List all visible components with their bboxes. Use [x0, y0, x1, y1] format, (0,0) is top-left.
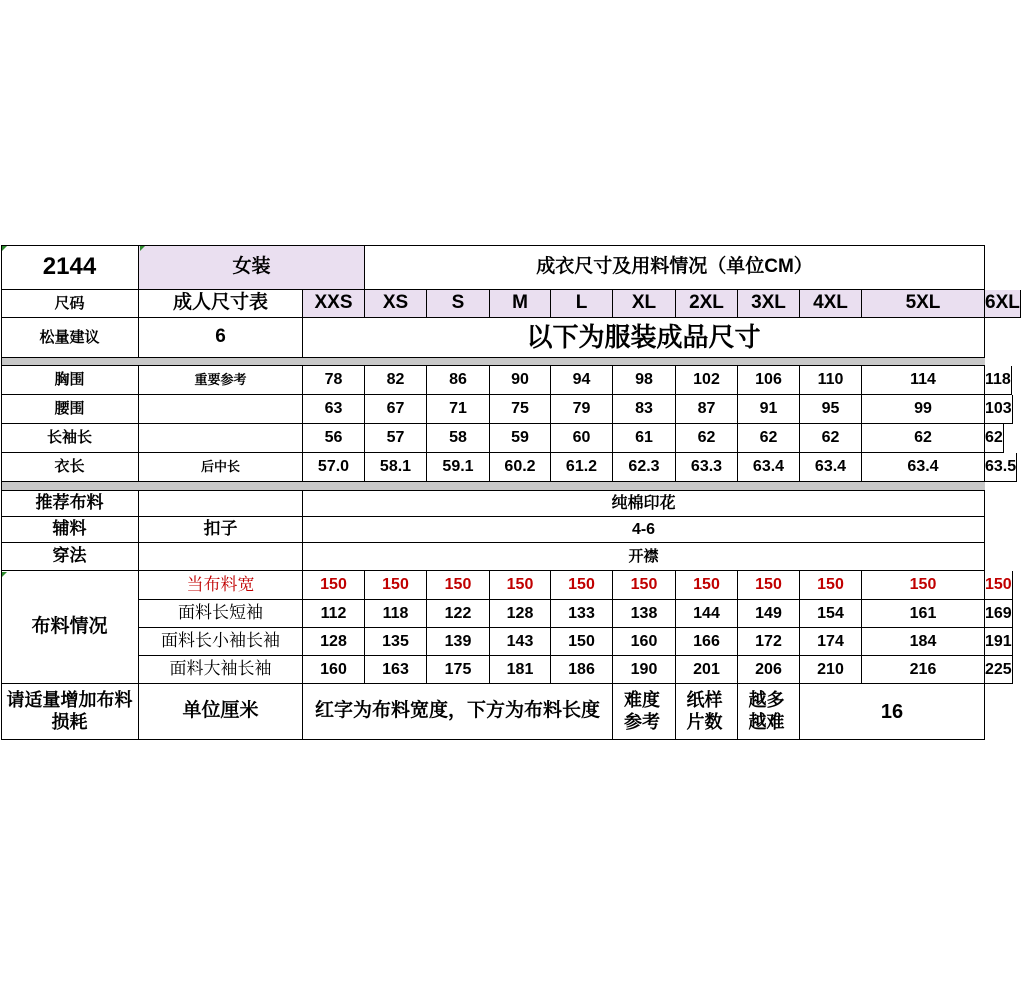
fabric-length-value: 118	[365, 600, 427, 628]
measurement-value: 63.5	[985, 453, 1017, 482]
fabric-length-value: 163	[365, 656, 427, 684]
size-header: 4XL	[800, 290, 862, 318]
ease-label: 松量建议	[1, 318, 139, 358]
size-row-label: 尺码	[1, 290, 139, 318]
measurement-value: 62.3	[613, 453, 676, 482]
fabric-length-value: 128	[490, 600, 551, 628]
measurement-value: 57	[365, 424, 427, 453]
measurement-value: 61.2	[551, 453, 613, 482]
fabric-length-value: 139	[427, 628, 490, 656]
fabric-length-value: 122	[427, 600, 490, 628]
loss-note: 请适量增加布料损耗	[1, 684, 139, 740]
fabric-length-value: 186	[551, 656, 613, 684]
measurement-value: 114	[862, 366, 985, 395]
fabric-length-value: 154	[800, 600, 862, 628]
size-header: M	[490, 290, 551, 318]
fabric-length-value: 133	[551, 600, 613, 628]
fabric-length-value: 206	[738, 656, 800, 684]
measurement-value: 90	[490, 366, 551, 395]
fabric-width-value: 150	[490, 571, 551, 600]
comment-indicator-icon	[2, 572, 7, 577]
measurement-value: 63.4	[738, 453, 800, 482]
fabric-usage-row-label: 当布料宽	[139, 571, 303, 600]
measurement-value: 62	[800, 424, 862, 453]
fabric-length-value: 150	[551, 628, 613, 656]
measurement-value: 62	[985, 424, 1004, 453]
fabric-width-value: 150	[551, 571, 613, 600]
measurement-value: 102	[676, 366, 738, 395]
recommended-fabric-label: 推荐布料	[1, 491, 139, 517]
fabric-length-value: 169	[985, 600, 1013, 628]
accessory-label: 辅料	[1, 517, 139, 543]
fabric-usage-row-label: 面料大袖长袖	[139, 656, 303, 684]
fabric-width-value: 150	[738, 571, 800, 600]
style-code: 2144	[1, 245, 139, 290]
measurement-value: 78	[303, 366, 365, 395]
measurement-value: 62	[738, 424, 800, 453]
fabric-length-value: 143	[490, 628, 551, 656]
measurement-value: 59.1	[427, 453, 490, 482]
fabric-length-value: 225	[985, 656, 1013, 684]
fabric-length-value: 160	[303, 656, 365, 684]
size-header: 2XL	[676, 290, 738, 318]
fabric-length-value: 181	[490, 656, 551, 684]
fabric-length-value: 160	[613, 628, 676, 656]
pattern-pieces-label: 纸样片数	[676, 684, 738, 740]
measurement-value: 62	[862, 424, 985, 453]
fabric-length-value: 174	[800, 628, 862, 656]
measurement-value: 91	[738, 395, 800, 424]
category-label: 女装	[139, 245, 365, 290]
measurement-value: 79	[551, 395, 613, 424]
measurement-value: 56	[303, 424, 365, 453]
measurement-value: 82	[365, 366, 427, 395]
fabric-length-value: 166	[676, 628, 738, 656]
size-chart-sheet	[1, 245, 1020, 740]
fabric-length-value: 184	[862, 628, 985, 656]
size-header: XS	[365, 290, 427, 318]
sheet-title: 成衣尺寸及用料情况（单位CM）	[365, 245, 985, 290]
fabric-length-value: 138	[613, 600, 676, 628]
size-header: S	[427, 290, 490, 318]
measurement-value: 106	[738, 366, 800, 395]
measurement-value: 67	[365, 395, 427, 424]
size-header: 6XL	[985, 290, 1021, 318]
size-header: XL	[613, 290, 676, 318]
measurement-value: 95	[800, 395, 862, 424]
row-separator	[1, 482, 985, 490]
difficulty-label: 难度参考	[613, 684, 676, 740]
fabric-usage-row-label: 面料长小袖长袖	[139, 628, 303, 656]
measurement-value: 58.1	[365, 453, 427, 482]
fabric-explain: 红字为布料宽度，下方为布料长度	[303, 684, 613, 740]
measurement-value: 110	[800, 366, 862, 395]
fabric-width-value: 150	[365, 571, 427, 600]
empty-cell	[139, 491, 303, 517]
fabric-length-value: 161	[862, 600, 985, 628]
measurement-value: 63	[303, 395, 365, 424]
measurement-value: 118	[985, 366, 1012, 395]
recommended-fabric-value: 纯棉印花	[303, 491, 985, 517]
fabric-width-value: 150	[303, 571, 365, 600]
fabric-length-value: 128	[303, 628, 365, 656]
measurement-value: 103	[985, 395, 1013, 424]
fabric-width-value: 150	[676, 571, 738, 600]
fabric-length-value: 112	[303, 600, 365, 628]
size-header: L	[551, 290, 613, 318]
row-separator	[1, 358, 985, 365]
measurement-label: 长袖长	[1, 424, 139, 453]
fabric-length-value: 144	[676, 600, 738, 628]
measurement-value: 86	[427, 366, 490, 395]
fabric-length-value: 135	[365, 628, 427, 656]
accessory-value: 4-6	[303, 517, 985, 543]
measurement-note: 重要参考	[139, 366, 303, 395]
size-header: XXS	[303, 290, 365, 318]
measurement-label: 衣长	[1, 453, 139, 482]
size-header: 5XL	[862, 290, 985, 318]
measurement-value: 83	[613, 395, 676, 424]
measurement-value: 63.3	[676, 453, 738, 482]
measurement-value: 98	[613, 366, 676, 395]
measurement-value: 62	[676, 424, 738, 453]
fabric-length-value: 172	[738, 628, 800, 656]
size-table-name: 成人尺寸表	[139, 290, 303, 318]
wear-style-label: 穿法	[1, 543, 139, 571]
measurement-value: 75	[490, 395, 551, 424]
comment-indicator-icon	[140, 246, 145, 251]
fabric-width-value: 150	[862, 571, 985, 600]
fabric-length-value: 201	[676, 656, 738, 684]
fabric-length-value: 216	[862, 656, 985, 684]
fabric-width-value: 150	[427, 571, 490, 600]
measurement-label: 腰围	[1, 395, 139, 424]
measurement-value: 71	[427, 395, 490, 424]
more-harder-label: 越多越难	[738, 684, 800, 740]
measurement-value: 58	[427, 424, 490, 453]
measurement-value: 60.2	[490, 453, 551, 482]
size-header: 3XL	[738, 290, 800, 318]
measurement-label: 胸围	[1, 366, 139, 395]
measurement-value: 57.0	[303, 453, 365, 482]
finished-size-note: 以下为服装成品尺寸	[303, 318, 985, 358]
accessory-item: 扣子	[139, 517, 303, 543]
measurement-value: 61	[613, 424, 676, 453]
fabric-width-value: 150	[613, 571, 676, 600]
unit-label: 单位厘米	[139, 684, 303, 740]
measurement-value: 63.4	[800, 453, 862, 482]
measurement-note	[139, 395, 303, 424]
fabric-usage-label: 布料情况	[1, 571, 139, 684]
ease-value: 6	[139, 318, 303, 358]
wear-style-value: 开襟	[303, 543, 985, 571]
measurement-value: 94	[551, 366, 613, 395]
fabric-length-value: 191	[985, 628, 1013, 656]
fabric-usage-row-label: 面料长短袖	[139, 600, 303, 628]
empty-cell	[139, 543, 303, 571]
fabric-width-value: 150	[800, 571, 862, 600]
fabric-length-value: 190	[613, 656, 676, 684]
measurement-note: 后中长	[139, 453, 303, 482]
measurement-value: 63.4	[862, 453, 985, 482]
fabric-length-value: 175	[427, 656, 490, 684]
measurement-value: 60	[551, 424, 613, 453]
measurement-note	[139, 424, 303, 453]
measurement-value: 59	[490, 424, 551, 453]
pattern-pieces-count: 16	[800, 684, 985, 740]
comment-indicator-icon	[2, 246, 7, 251]
fabric-length-value: 210	[800, 656, 862, 684]
fabric-length-value: 149	[738, 600, 800, 628]
measurement-value: 87	[676, 395, 738, 424]
measurement-value: 99	[862, 395, 985, 424]
fabric-width-value: 150	[985, 571, 1013, 600]
